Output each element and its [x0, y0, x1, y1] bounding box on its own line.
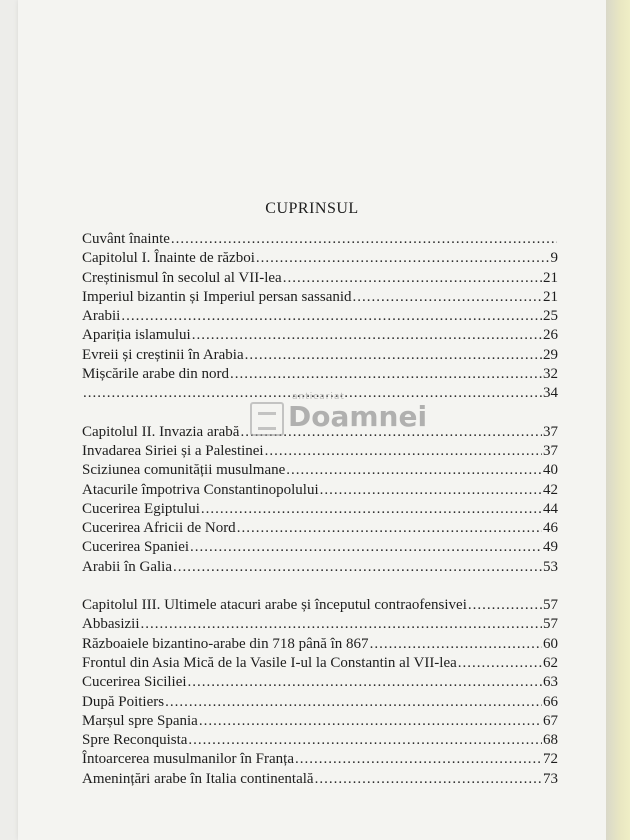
toc-entry [82, 654, 558, 673]
bleed-through-text [128, 8, 598, 188]
toc-page-number: 68 [543, 732, 558, 749]
dot-leader [320, 481, 542, 500]
toc-page-number: 63 [543, 674, 558, 691]
toc-entry-label: Arabii în Galia [82, 558, 172, 575]
toc-page-number: 40 [543, 462, 558, 479]
toc-page-number: 44 [543, 500, 558, 517]
toc-page-number: 60 [543, 635, 558, 652]
toc-entry-label: Întoarcerea musulmanilor în Franța [82, 751, 295, 768]
dot-leader [370, 635, 542, 654]
toc-entry-label: Amenințări arabe în Italia continentală [82, 770, 314, 787]
toc-entry [82, 500, 558, 519]
dot-leader [237, 519, 542, 538]
toc-page-number: 25 [543, 308, 558, 325]
dot-leader [286, 461, 542, 480]
toc-entry [82, 365, 558, 384]
toc-entry-label: Sciziunea comunității musulmane [82, 462, 286, 479]
toc-entry-label: Spre Reconquista [82, 732, 188, 749]
toc-entry-label: Războaiele bizantino-arabe din 718 până în 867 [82, 635, 369, 652]
dot-leader [192, 326, 542, 345]
toc-page-number: 37 [543, 442, 558, 459]
toc-entry-label: Mișcările arabe din nord [82, 366, 230, 383]
dot-leader [256, 249, 550, 268]
toc-entry [82, 346, 558, 365]
toc-entry-label: Imperiul bizantin și Imperiul persan sassanid [82, 288, 352, 305]
toc-entry-label: Invadarea Siriei și a Palestinei [82, 442, 264, 459]
toc-entry [82, 230, 558, 249]
dot-leader [315, 770, 542, 789]
dot-leader [353, 288, 542, 307]
dot-leader [141, 615, 543, 634]
dot-leader [188, 673, 542, 692]
dot-leader [201, 500, 542, 519]
toc-page-number: 9 [550, 250, 558, 267]
toc-page-number: 21 [543, 288, 558, 305]
watermark [250, 392, 428, 444]
toc-entry [82, 615, 558, 634]
toc-entry [82, 558, 558, 577]
dot-leader [265, 442, 542, 461]
toc-entry [82, 442, 558, 461]
watermark-brand-text: Doamnei [288, 400, 428, 433]
toc-entry [82, 770, 558, 789]
toc-page-number: 37 [543, 423, 558, 440]
toc-entry [82, 673, 558, 692]
toc-entry-label: Marșul spre Spania [82, 712, 198, 729]
toc-entry-label: Frontul din Asia Mică de la Vasile I-ul la Constantin al VII-lea [82, 654, 457, 671]
toc-entry [82, 731, 558, 750]
dot-leader [188, 731, 542, 750]
toc-entry-label: Atacurile împotriva Constantinopolului [82, 481, 319, 498]
toc-page-number: 57 [543, 597, 558, 614]
dot-leader [190, 538, 542, 557]
toc-entry-label: Creștinismul în secolul al VII-lea [82, 269, 282, 286]
toc-entry-label: Capitolul I. Înainte de război [82, 250, 255, 267]
dot-leader [295, 750, 542, 769]
toc-entry [82, 712, 558, 731]
toc-entry [82, 288, 558, 307]
toc-page-number: 73 [543, 770, 558, 787]
toc-entry-label: Cucerirea Siciliei [82, 674, 187, 691]
toc-entry-label: Cuvânt înainte [82, 231, 170, 247]
toc-entry-label: Cucerirea Egiptului [82, 500, 200, 517]
toc-entry [82, 538, 558, 557]
page-edge [606, 0, 630, 840]
dot-leader [171, 230, 557, 249]
toc-entry-label: Cucerirea Africii de Nord [82, 520, 236, 537]
dot-leader [199, 712, 542, 731]
toc-entry-label: Capitolul II. Invazia arabă [82, 423, 240, 440]
toc-entry [82, 307, 558, 326]
toc-page-number: 26 [543, 327, 558, 344]
book-logo-icon [250, 402, 284, 436]
toc-page-number: 72 [543, 751, 558, 768]
toc-entry-label: Evreii și creștinii în Arabia [82, 346, 244, 363]
dot-leader [245, 346, 542, 365]
page-title: CUPRINSUL [265, 200, 359, 217]
toc-page-number: 21 [543, 269, 558, 286]
dot-leader [230, 365, 542, 384]
toc-entry [82, 693, 558, 712]
dot-leader [458, 654, 542, 673]
toc-entry-label: Abbasizii [82, 616, 140, 633]
toc-page-number: 34 [543, 385, 558, 402]
toc-page-number: 57 [543, 616, 558, 633]
toc-entry-label: După Poitiers [82, 693, 165, 710]
watermark-small-text: anticariat [292, 392, 345, 402]
toc-page-number: 49 [543, 539, 558, 556]
dot-leader [165, 693, 542, 712]
toc-entry [82, 750, 558, 769]
toc-entry [82, 326, 558, 345]
toc-entry [82, 635, 558, 654]
toc-entry [82, 461, 558, 480]
toc-page-number: 32 [543, 366, 558, 383]
toc-page-number: 42 [543, 481, 558, 498]
dot-leader [283, 269, 542, 288]
toc-page-number: 62 [543, 654, 558, 671]
toc-entry [82, 596, 558, 615]
toc-page-number: 46 [543, 520, 558, 537]
table-of-contents [82, 230, 558, 789]
toc-entry [82, 519, 558, 538]
toc-entry-label: Apariția islamului [82, 327, 191, 344]
dot-leader [468, 596, 542, 615]
toc-entry [82, 481, 558, 500]
toc-entry-label: Capitolul III. Ultimele atacuri arabe și începutul contraofensivei [82, 597, 467, 614]
toc-page-number: 66 [543, 693, 558, 710]
dot-leader [121, 307, 542, 326]
book-page [18, 0, 606, 840]
toc-entry [82, 269, 558, 288]
toc-entry-label: Cucerirea Spaniei [82, 539, 190, 556]
toc-page-number: 29 [543, 346, 558, 363]
toc-page-number: 53 [543, 558, 558, 575]
toc-page-number: 67 [543, 712, 558, 729]
toc-entry-label: Arabii [82, 308, 121, 325]
section-gap [82, 577, 558, 596]
dot-leader [173, 558, 542, 577]
toc-entry [82, 249, 558, 268]
